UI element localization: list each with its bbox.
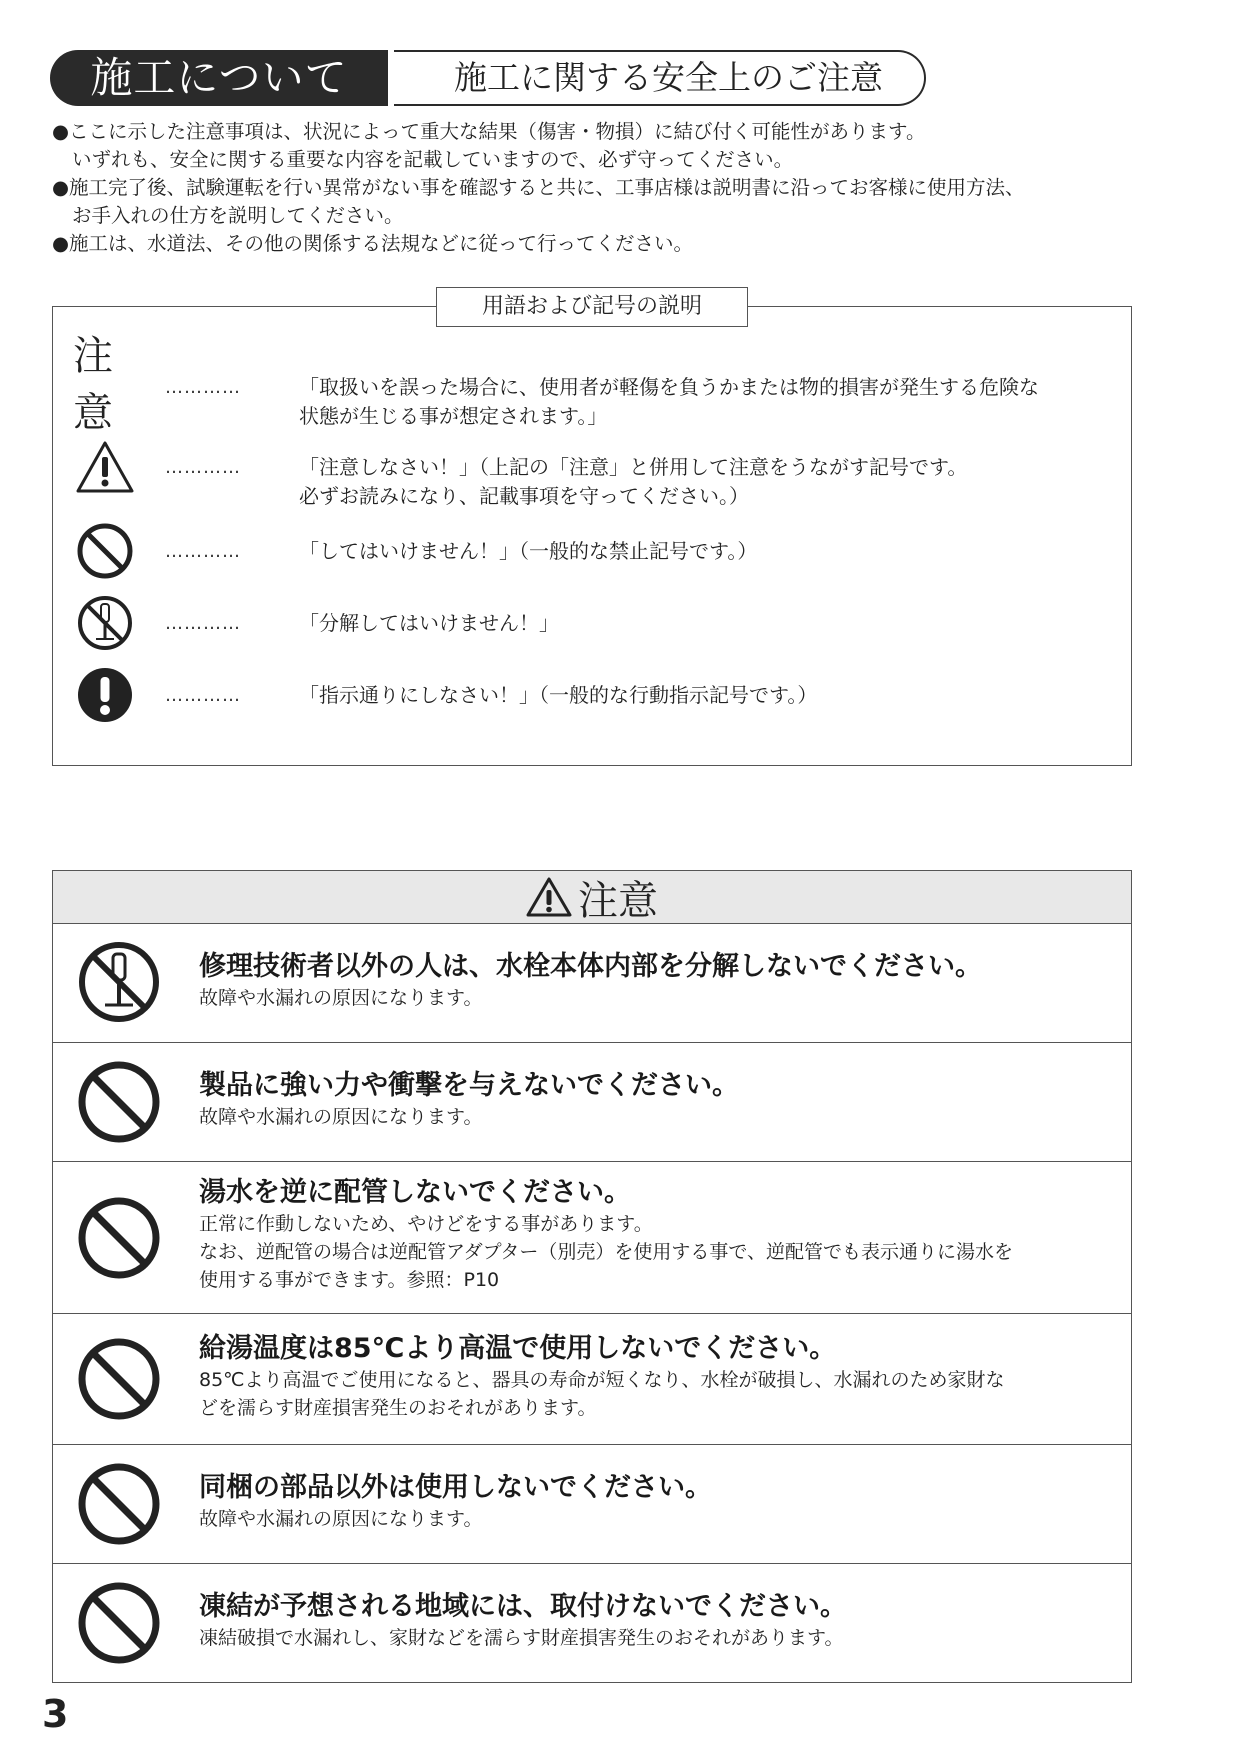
caution-title: 凍結が予想される地域には、取付けないでください。: [199, 1591, 847, 1622]
leader-dots: …………: [165, 541, 241, 562]
mandatory-action-icon: [73, 663, 137, 727]
prohibition-icon: [77, 1581, 161, 1665]
caution-body-line: 正常に作動しないため、やけどをする事があります。: [199, 1213, 653, 1235]
caution-row: [53, 1314, 1131, 1445]
term-desc-line: 「取扱いを誤った場合に、使用者が軽傷を負うかまたは物的損害が発生する危険な: [299, 375, 1039, 399]
caution-body-line: 故障や水漏れの原因になります。: [199, 987, 483, 1009]
caution-row: [53, 1445, 1131, 1564]
intro-line: いずれも、安全に関する重要な内容を記載していますので、必ず守ってください。: [72, 148, 794, 171]
leader-dots: …………: [165, 613, 241, 634]
caution-body-line: 凍結破損で水漏れし、家財などを濡らす財産損害発生のおそれがあります。: [199, 1627, 844, 1649]
leader-dots: …………: [165, 377, 241, 398]
caution-row: [53, 1043, 1131, 1162]
terms-box: [52, 294, 1132, 766]
leader-dots: …………: [165, 457, 241, 478]
caution-word-symbol: 注意: [73, 333, 113, 436]
prohibition-icon: [77, 1060, 161, 1144]
term-desc-line: 「してはいけません！」（一般的な禁止記号です。）: [299, 539, 758, 563]
page-number: 3: [42, 1692, 69, 1736]
caution-row: [53, 924, 1131, 1043]
caution-body-line: 使用する事ができます。参照：P10: [199, 1269, 500, 1291]
prohibition-icon: [77, 1462, 161, 1546]
term-desc-line: 「指示通りにしなさい！」（一般的な行動指示記号です。）: [299, 683, 818, 707]
term-desc-line: 状態が生じる事が想定されます。」: [299, 404, 608, 428]
intro-line: ● 施工は、水道法、その他の関係する法規などに従って行ってください。: [52, 230, 1182, 258]
caution-title: 同梱の部品以外は使用しないでください。: [199, 1472, 712, 1503]
caution-title: 給湯温度は85℃より高温で使用しないでください。: [199, 1333, 837, 1364]
caution-title: 製品に強い力や衝撃を与えないでください。: [199, 1070, 739, 1101]
caution-row: [53, 1564, 1131, 1682]
terms-title: 用語および記号の説明: [436, 287, 748, 327]
intro-notes: [52, 118, 1182, 258]
prohibition-icon: [77, 1337, 161, 1421]
no-disassembly-icon: [77, 940, 161, 1024]
leader-dots: …………: [165, 685, 241, 706]
caution-heading-text: 注意: [578, 877, 658, 924]
caution-title: 湯水を逆に配管しないでください。: [199, 1177, 631, 1208]
section-subtitle: 施工に関する安全上のご注意: [394, 50, 926, 106]
section-title: 施工について: [50, 50, 388, 106]
caution-body-line: なお、逆配管の場合は逆配管アダプター（別売）を使用する事で、逆配管でも表示通りに湯水を: [199, 1241, 1013, 1263]
term-desc-line: 必ずお読みになり、記載事項を守ってください。）: [299, 484, 749, 508]
term-desc-line: 「注意しなさい！」（上記の「注意」と併用して注意をうながす記号です。: [299, 455, 968, 479]
caution-body-line: 85℃より高温でご使用になると、器具の寿命が短くなり、水栓が破損し、水漏れのため家財な: [199, 1369, 1005, 1391]
caution-title: 修理技術者以外の人は、水栓本体内部を分解しないでください。: [199, 951, 982, 982]
intro-line: ● ここに示した注意事項は、状況によって重大な結果（傷害・物損）に結び付く可能性があります。: [52, 118, 1182, 146]
caution-heading: [53, 871, 1131, 924]
section-header: [50, 50, 918, 106]
intro-line: お手入れの仕方を説明してください。: [72, 204, 404, 227]
caution-table: [52, 870, 1132, 1683]
no-disassembly-icon: [73, 591, 137, 655]
caution-body-line: 故障や水漏れの原因になります。: [199, 1106, 483, 1128]
warning-triangle-icon: [73, 435, 137, 499]
warning-triangle-icon: [526, 876, 572, 918]
prohibition-icon: [73, 519, 137, 583]
caution-body-line: 故障や水漏れの原因になります。: [199, 1508, 483, 1530]
intro-line: ● 施工完了後、試験運転を行い異常がない事を確認すると共に、工事店様は説明書に沿ってお客様に使用方法、: [52, 174, 1182, 202]
caution-body-line: どを濡らす財産損害発生のおそれがあります。: [199, 1397, 597, 1419]
caution-row: [53, 1162, 1131, 1314]
prohibition-icon: [77, 1196, 161, 1280]
term-desc-line: 「分解してはいけません！」: [299, 611, 559, 635]
